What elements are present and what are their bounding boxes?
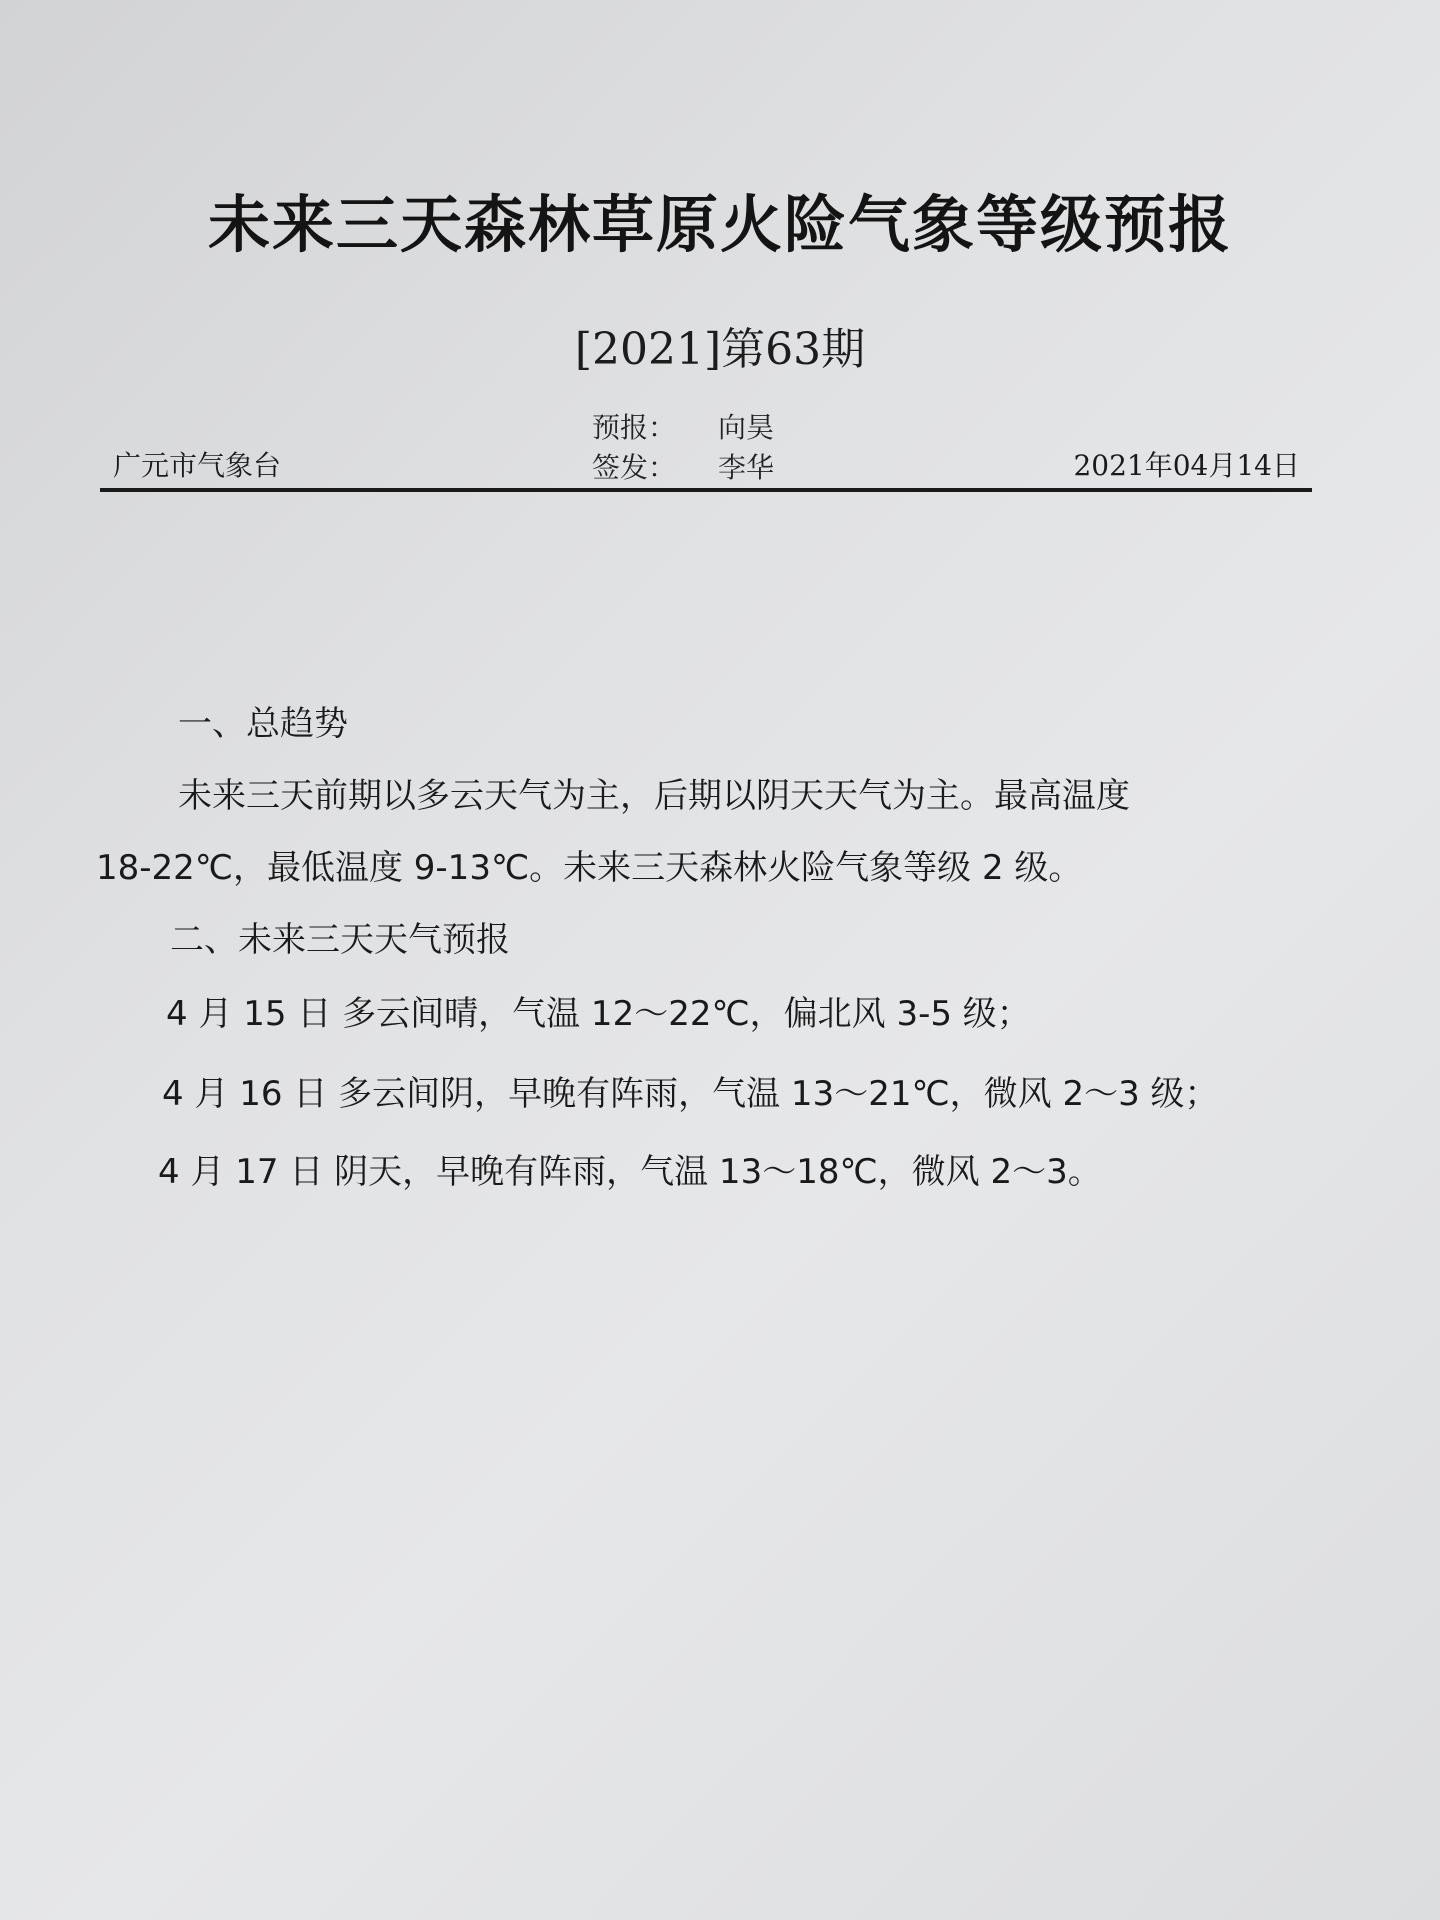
trend-heading: 一、总趋势 (178, 704, 348, 744)
issuer-name: 李华 (718, 451, 775, 484)
forecaster-name: 向昊 (718, 411, 775, 444)
forecast-day-2: 4 月 16 日 多云间阴，早晚有阵雨，气温 13～21℃，微风 2～3 级； (162, 1074, 1219, 1114)
issue-date: 2021年04月14日 (1073, 449, 1300, 482)
forecast-day-3: 4 月 17 日 阴天，早晚有阵雨，气温 13～18℃，微风 2～3。 (158, 1152, 1102, 1192)
document-title: 未来三天森林草原火险气象等级预报 (207, 188, 1232, 261)
agency-name: 广元市气象台 (113, 449, 282, 482)
forecaster-label: 预报： (592, 411, 677, 444)
trend-line-2: 18-22℃，最低温度 9-13℃。未来三天森林火险气象等级 2 级。 (96, 848, 1083, 888)
forecast-heading: 二、未来三天天气预报 (170, 920, 510, 960)
trend-line-1: 未来三天前期以多云天气为主，后期以阴天天气为主。最高温度 (178, 776, 1130, 816)
header-divider (100, 488, 1312, 492)
forecast-day-1: 4 月 15 日 多云间晴，气温 12～22℃，偏北风 3-5 级； (166, 994, 1031, 1034)
issue-number: [2021]第63期 (574, 324, 866, 375)
issuer-label: 签发： (592, 451, 677, 484)
